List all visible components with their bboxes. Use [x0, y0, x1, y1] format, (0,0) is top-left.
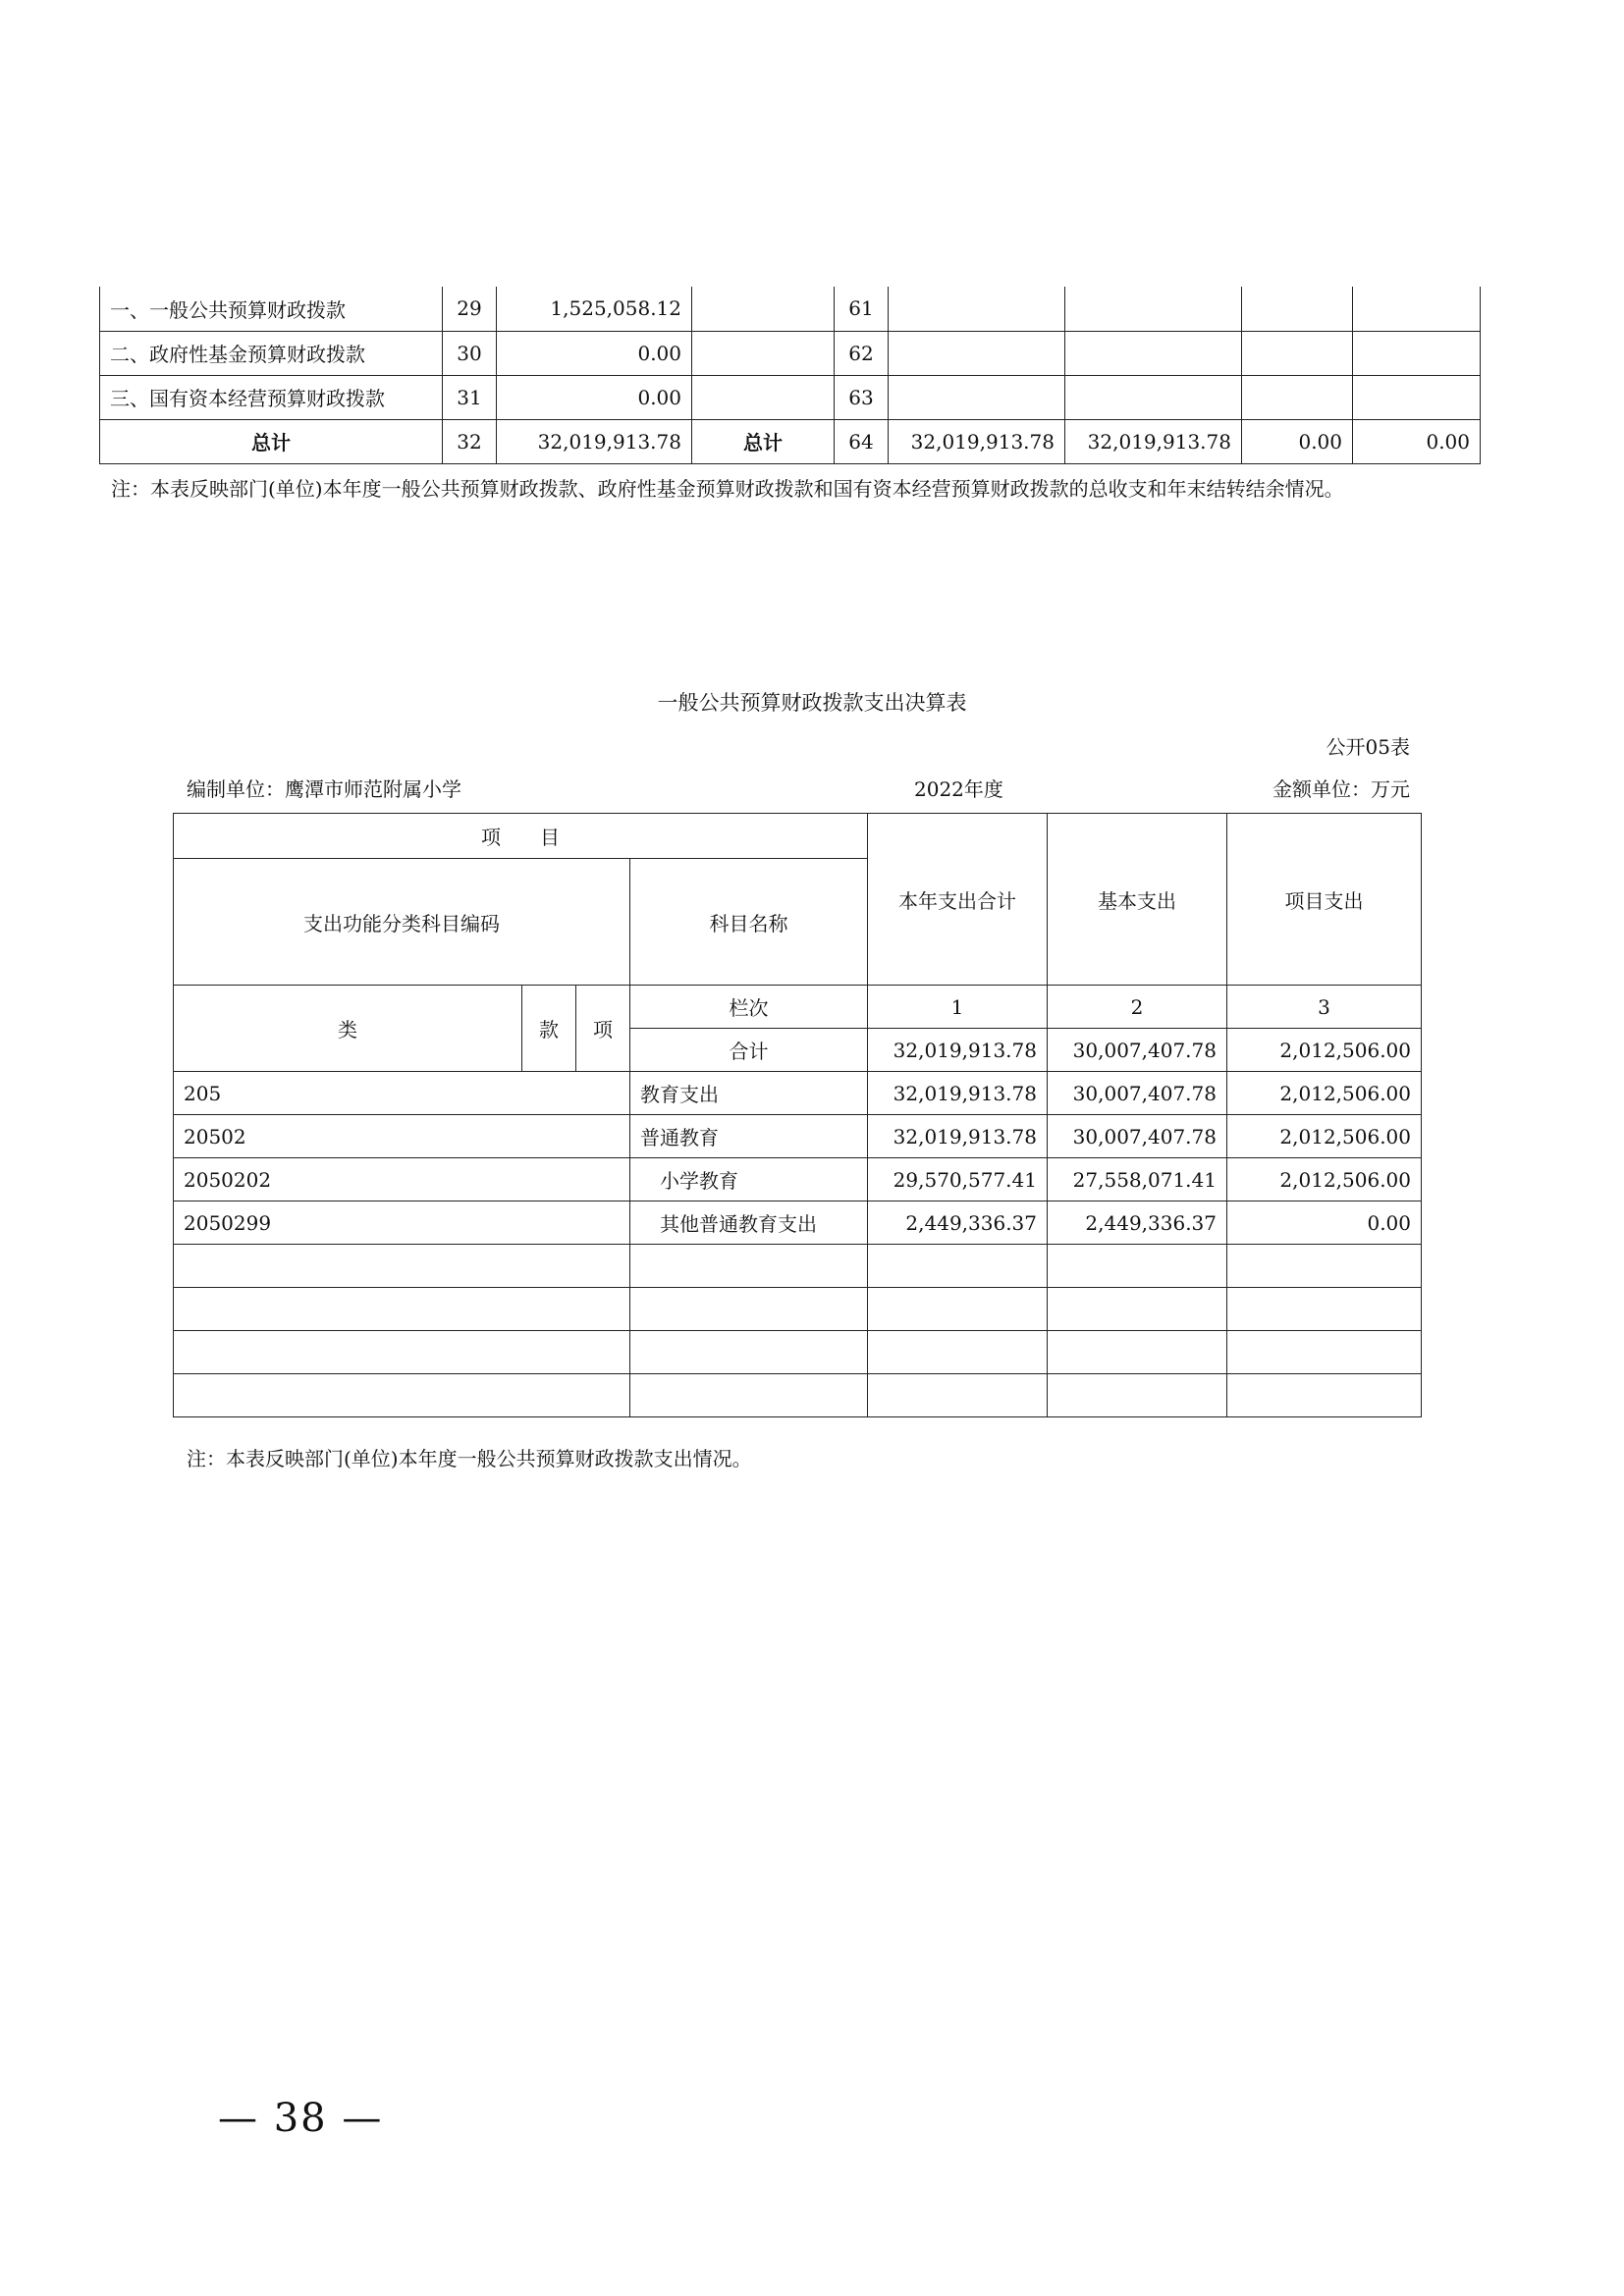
header-kuan: 款 [522, 986, 576, 1072]
table-footnote: 注：本表反映部门(单位)本年度一般公共预算财政拨款、政府性基金预算财政拨款和国有资本经营预算财政拨款的总收支和年末结转结余情况。 [111, 477, 1344, 501]
function-code: 2050299 [174, 1201, 630, 1245]
amount-cell [868, 1288, 1048, 1331]
subject-name: 普通教育 [630, 1115, 868, 1158]
page-number: — 38 — [218, 2096, 384, 2141]
amount-cell: 30,007,407.78 [1048, 1029, 1227, 1072]
amount-cell [868, 1245, 1048, 1288]
header-total: 本年支出合计 [868, 814, 1048, 986]
amount-cell: 0.00 [1227, 1201, 1422, 1245]
total-label: 总计 [692, 419, 835, 463]
amount-cell [1242, 287, 1353, 331]
revenue-label: 一、一般公共预算财政拨款 [100, 287, 443, 331]
amount-cell: 30,007,407.78 [1048, 1072, 1227, 1115]
header-code: 支出功能分类科目编码 [174, 859, 630, 986]
expense-label [692, 331, 835, 375]
amount-cell [1048, 1331, 1227, 1374]
function-code: 20502 [174, 1115, 630, 1158]
row-number: 30 [443, 331, 497, 375]
row-number: 62 [835, 331, 889, 375]
header-row [174, 814, 1422, 859]
subject-name [630, 1245, 868, 1288]
amount-cell [889, 375, 1065, 419]
header-xiang: 项 [576, 986, 630, 1072]
table-row [174, 1158, 1422, 1201]
table-footnote: 注：本表反映部门(单位)本年度一般公共预算财政拨款支出情况。 [187, 1447, 752, 1470]
amount-cell [868, 1331, 1048, 1374]
header-name: 科目名称 [630, 859, 868, 986]
function-code [174, 1331, 630, 1374]
form-code: 公开05表 [1326, 735, 1410, 759]
amount-cell [1353, 331, 1481, 375]
amount-cell [1227, 1331, 1422, 1374]
compiling-unit: 编制单位：鹰潭市师范附属小学 [187, 777, 461, 801]
amount-cell: 0.00 [497, 375, 692, 419]
revenue-label: 三、国有资本经营预算财政拨款 [100, 375, 443, 419]
amount-cell: 2,012,506.00 [1227, 1029, 1422, 1072]
amount-cell [1065, 287, 1242, 331]
row-number: 29 [443, 287, 497, 331]
summary-table-body [100, 287, 1481, 463]
amount-cell [868, 1374, 1048, 1417]
amount-cell [1227, 1245, 1422, 1288]
expenditure-table-body [174, 814, 1422, 1417]
amount-cell [1227, 1374, 1422, 1417]
column-number: 3 [1227, 986, 1422, 1029]
amount-cell [1227, 1288, 1422, 1331]
amount-cell [1242, 375, 1353, 419]
row-number: 61 [835, 287, 889, 331]
table-title: 一般公共预算财政拨款支出决算表 [657, 691, 967, 715]
amount-cell: 0.00 [1242, 419, 1353, 463]
subject-name: 其他普通教育支出 [630, 1201, 868, 1245]
row-number: 64 [835, 419, 889, 463]
header-lei: 类 [174, 986, 522, 1072]
amount-cell: 2,012,506.00 [1227, 1072, 1422, 1115]
amount-cell: 2,012,506.00 [1227, 1158, 1422, 1201]
amount-cell [889, 287, 1065, 331]
amount-cell: 2,012,506.00 [1227, 1115, 1422, 1158]
empty-row [174, 1331, 1422, 1374]
amount-cell [1048, 1374, 1227, 1417]
amount-cell [1065, 375, 1242, 419]
table-meta-row [187, 774, 1410, 803]
function-code [174, 1374, 630, 1417]
subject-name [630, 1374, 868, 1417]
income-expense-summary-table [99, 287, 1481, 464]
amount-cell: 32,019,913.78 [868, 1115, 1048, 1158]
table-row [100, 331, 1481, 375]
function-code [174, 1245, 630, 1288]
amount-cell: 27,558,071.41 [1048, 1158, 1227, 1201]
amount-cell: 1,525,058.12 [497, 287, 692, 331]
table-row [174, 1115, 1422, 1158]
row-number: 63 [835, 375, 889, 419]
amount-cell: 0.00 [497, 331, 692, 375]
amount-cell [1048, 1288, 1227, 1331]
fiscal-year: 2022年度 [914, 777, 1003, 801]
total-label: 总计 [100, 419, 443, 463]
column-number: 1 [868, 986, 1048, 1029]
header-project: 项目支出 [1227, 814, 1422, 986]
table-row [100, 375, 1481, 419]
amount-cell: 32,019,913.78 [889, 419, 1065, 463]
function-code [174, 1288, 630, 1331]
amount-cell: 2,449,336.37 [868, 1201, 1048, 1245]
column-number: 2 [1048, 986, 1227, 1029]
subject-name: 教育支出 [630, 1072, 868, 1115]
subject-name [630, 1288, 868, 1331]
amount-cell: 29,570,577.41 [868, 1158, 1048, 1201]
header-row [174, 986, 1422, 1029]
expense-label [692, 375, 835, 419]
header-item: 项 目 [174, 814, 868, 859]
subject-name [630, 1331, 868, 1374]
amount-cell [1353, 287, 1481, 331]
expense-label [692, 287, 835, 331]
amount-cell: 32,019,913.78 [497, 419, 692, 463]
function-code: 205 [174, 1072, 630, 1115]
amount-cell [1065, 331, 1242, 375]
empty-row [174, 1245, 1422, 1288]
amount-cell [1048, 1245, 1227, 1288]
currency-unit: 金额单位：万元 [1272, 777, 1410, 801]
header-basic: 基本支出 [1048, 814, 1227, 986]
amount-cell [1353, 375, 1481, 419]
expenditure-table [173, 813, 1422, 1417]
total-row [100, 419, 1481, 463]
amount-cell: 32,019,913.78 [1065, 419, 1242, 463]
amount-cell: 2,449,336.37 [1048, 1201, 1227, 1245]
row-number: 32 [443, 419, 497, 463]
amount-cell: 32,019,913.78 [868, 1072, 1048, 1115]
amount-cell: 30,007,407.78 [1048, 1115, 1227, 1158]
empty-row [174, 1288, 1422, 1331]
function-code: 2050202 [174, 1158, 630, 1201]
table-row [174, 1072, 1422, 1115]
sum-label: 合计 [630, 1029, 868, 1072]
amount-cell [1242, 331, 1353, 375]
amount-cell [889, 331, 1065, 375]
header-lanci: 栏次 [630, 986, 868, 1029]
row-number: 31 [443, 375, 497, 419]
revenue-label: 二、政府性基金预算财政拨款 [100, 331, 443, 375]
empty-row [174, 1374, 1422, 1417]
table-row [174, 1201, 1422, 1245]
subject-name: 小学教育 [630, 1158, 868, 1201]
amount-cell: 0.00 [1353, 419, 1481, 463]
amount-cell: 32,019,913.78 [868, 1029, 1048, 1072]
table-row [100, 287, 1481, 331]
